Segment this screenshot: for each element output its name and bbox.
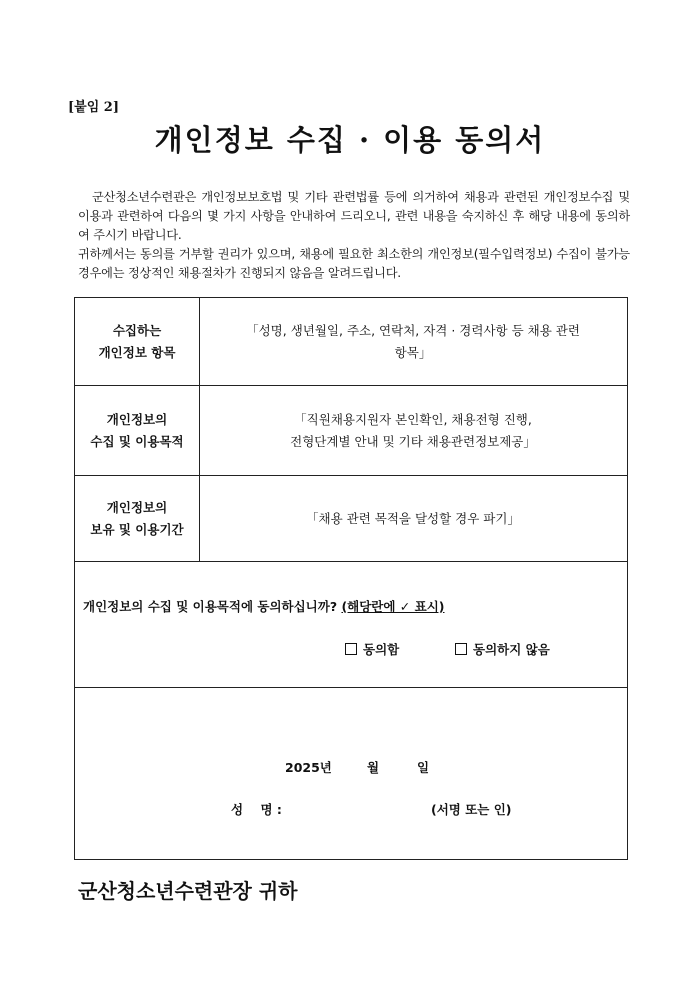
row-value-line: 「직원채용지원자 본인확인, 채용전형 진행,: [294, 411, 532, 427]
intro-paragraph-1: 군산청소년수련관은 개인정보보호법 및 기타 관련법률 등에 의거하여 채용과 관련된 개인정보수집 및 이용과 관련하여 다음의 몇 가지 사항을 안내하여 드리오니, 관련 내용을 숙지하신 후 해당 내용에 동의하여 주시기 바랍니다.: [78, 190, 630, 242]
row-label-line: 개인정보의: [106, 499, 168, 515]
intro-text: [78, 188, 630, 283]
date-year: 2025년: [285, 760, 332, 775]
name-label: 성 명 :: [231, 802, 282, 817]
row-value-line: 「성명, 생년월일, 주소, 연락처, 자격 · 경력사항 등 채용 관련: [246, 322, 580, 338]
row-value-line: 전형단계별 안내 및 기타 채용관련정보제공」: [290, 433, 536, 449]
signature-section: [75, 688, 627, 859]
consent-question-text: 개인정보의 수집 및 이용목적에 동의하십니까?: [83, 599, 342, 614]
table-row-retention: [75, 476, 627, 562]
date-month: 월: [367, 760, 380, 775]
agree-checkbox[interactable]: [345, 643, 357, 655]
table-row-purpose: [75, 386, 627, 476]
row-value: [199, 386, 627, 475]
consent-section: [75, 562, 627, 688]
intro-paragraph-2: 귀하께서는 동의를 거부할 권리가 있으며, 채용에 필요한 최소한의 개인정보(필수입력정보) 수집이 불가능 경우에는 정상적인 채용절차가 진행되지 않음을 알려드립니다.: [78, 247, 630, 280]
recipient-line: 군산청소년수련관장 귀하: [78, 879, 298, 903]
row-label: [75, 476, 200, 561]
row-label: [75, 298, 200, 385]
row-label-line: 수집하는: [112, 322, 162, 338]
disagree-checkbox[interactable]: [455, 643, 467, 655]
row-value: [199, 298, 627, 385]
date-day: 일: [417, 760, 430, 775]
signature-hint: (서명 또는 인): [431, 802, 512, 817]
row-label-line: 보유 및 이용기간: [90, 521, 184, 537]
row-label-line: 개인정보의: [106, 411, 168, 427]
consent-question: [83, 597, 445, 615]
consent-question-hint: (해당란에 ✓ 표시): [341, 599, 445, 614]
disagree-label: 동의하지 않음: [473, 642, 550, 657]
row-value-line: 「채용 관련 목적을 달성할 경우 파기」: [306, 510, 520, 526]
row-label-line: 수집 및 이용목적: [90, 433, 184, 449]
consent-form-table: [74, 297, 628, 860]
row-value-line: 항목」: [394, 344, 432, 360]
attachment-label: [붙임 2]: [68, 100, 119, 115]
agree-label: 동의함: [363, 642, 400, 657]
agree-option[interactable]: [345, 640, 399, 658]
row-label: [75, 386, 200, 475]
document-title: 개인정보 수집 · 이용 동의서: [154, 123, 546, 157]
row-label-line: 개인정보 항목: [98, 344, 176, 360]
disagree-option[interactable]: [455, 640, 550, 658]
table-row-items: [75, 298, 627, 386]
row-value: [199, 476, 627, 561]
